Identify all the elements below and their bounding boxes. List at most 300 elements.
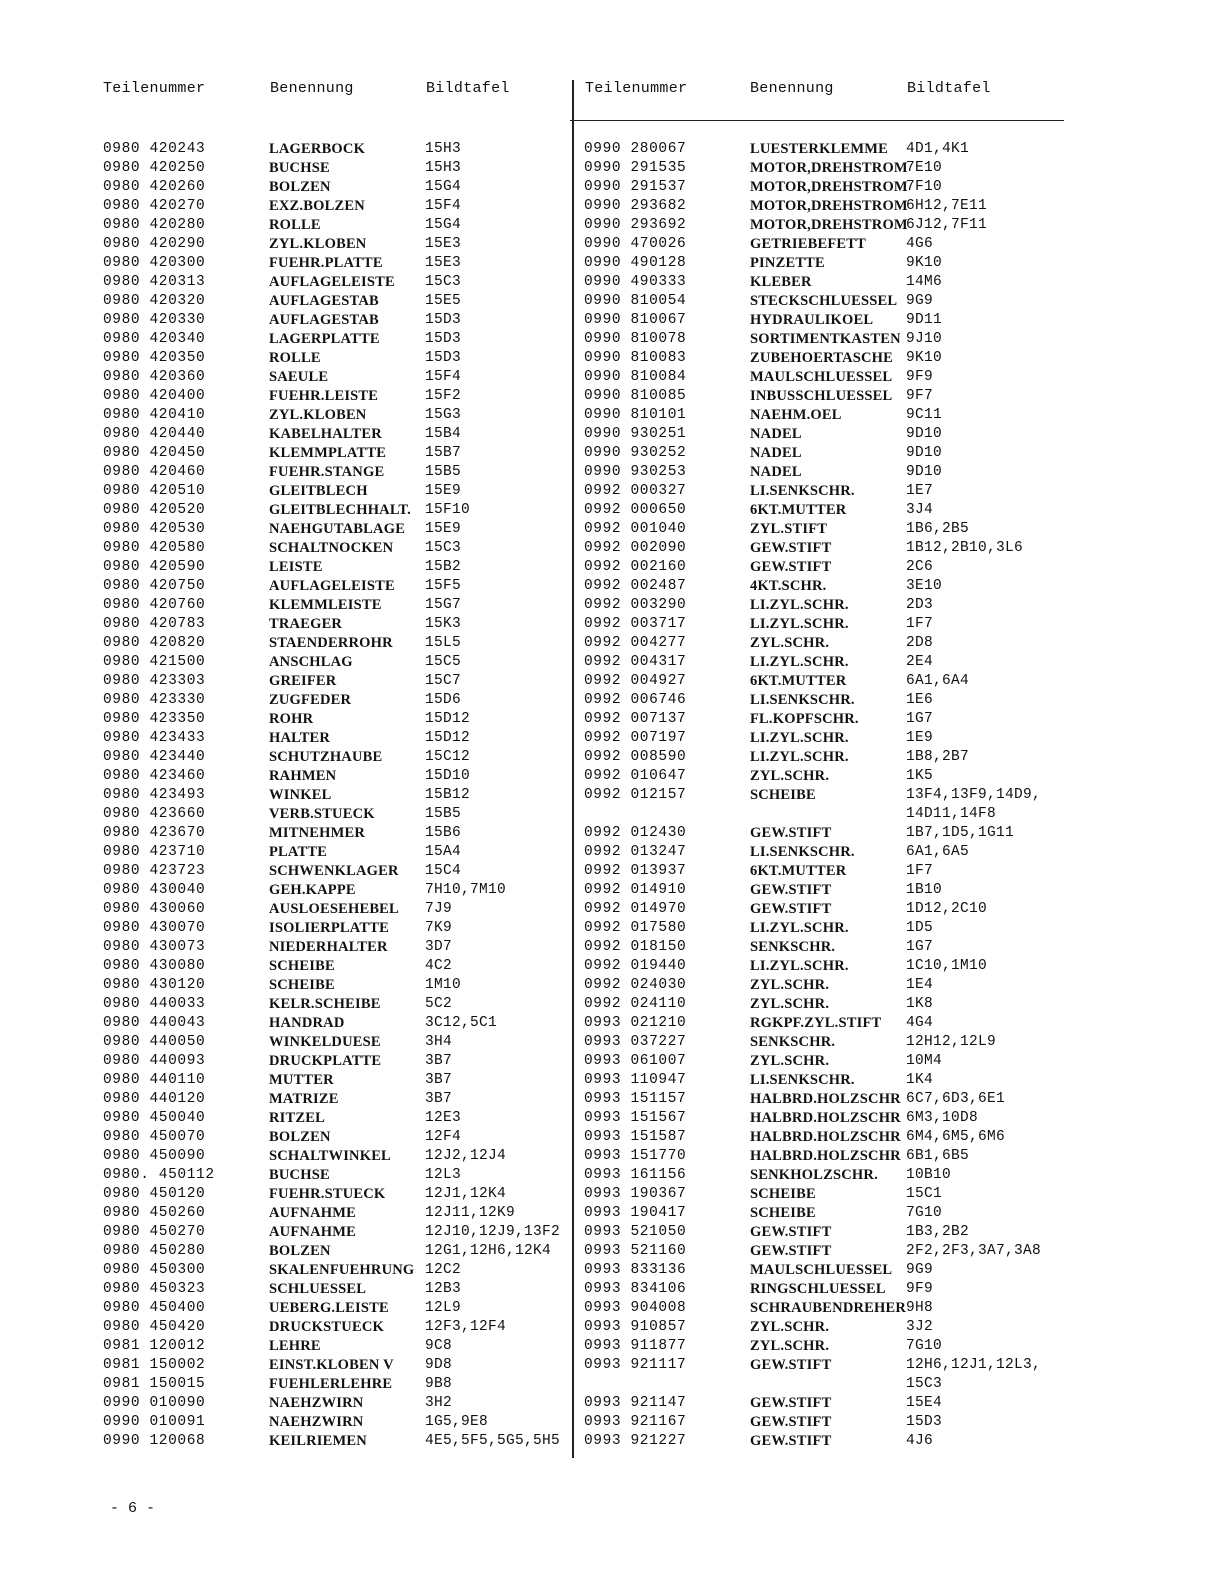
- part-name: MOTOR,DREHSTROM: [750, 198, 908, 214]
- part-name: NAEHGUTABLAGE: [269, 521, 406, 537]
- part-name: HALBRD.HOLZSCHR: [750, 1110, 901, 1126]
- part-number: 0980 420820: [103, 635, 206, 651]
- part-name: GEW.STIFT: [750, 559, 832, 575]
- part-number: 0980 423303: [103, 673, 206, 689]
- part-name: HALBRD.HOLZSCHR: [750, 1129, 901, 1145]
- part-name: GEW.STIFT: [750, 1414, 832, 1430]
- part-name: AUFNAHME: [269, 1205, 356, 1221]
- part-number: 0980 450420: [103, 1319, 206, 1335]
- figure-reference: 2D3: [906, 597, 934, 613]
- part-number: 0990 280067: [584, 141, 687, 157]
- part-number: 0993 921147: [584, 1395, 687, 1411]
- part-number: 0990 490128: [584, 255, 687, 271]
- figure-reference: 6C7,6D3,6E1: [906, 1091, 1006, 1107]
- part-name: PLATTE: [269, 844, 328, 860]
- figure-reference: 9D10: [906, 445, 943, 461]
- part-name: ZYL.KLOBEN: [269, 407, 367, 423]
- figure-reference: 15E3: [425, 236, 462, 252]
- part-name: NADEL: [750, 445, 802, 461]
- part-name: ANSCHLAG: [269, 654, 353, 670]
- part-name: LAGERBOCK: [269, 141, 366, 157]
- part-name: NAEHZWIRN: [269, 1395, 364, 1411]
- part-number: 0990 293692: [584, 217, 687, 233]
- figure-reference: 12B3: [425, 1281, 462, 1297]
- figure-reference: 15E9: [425, 483, 462, 499]
- part-number: 0981 120012: [103, 1338, 206, 1354]
- part-name: GEW.STIFT: [750, 540, 832, 556]
- part-name: KEILRIEMEN: [269, 1433, 367, 1449]
- part-name: MOTOR,DREHSTROM: [750, 160, 908, 176]
- part-name: SCHWENKLAGER: [269, 863, 399, 879]
- part-number: 0993 190417: [584, 1205, 687, 1221]
- figure-reference: 3D7: [425, 939, 453, 955]
- figure-reference: 15D10: [425, 768, 471, 784]
- part-name: MITNEHMER: [269, 825, 366, 841]
- part-number: 0980 420440: [103, 426, 206, 442]
- part-name: ZYL.KLOBEN: [269, 236, 367, 252]
- figure-reference: 1B12,2B10,3L6: [906, 540, 1024, 556]
- part-number: 0980 420350: [103, 350, 206, 366]
- part-number: 0980 423660: [103, 806, 206, 822]
- part-number: 0993 521160: [584, 1243, 687, 1259]
- figure-reference: 1B8,2B7: [906, 749, 970, 765]
- part-number: 0980 423710: [103, 844, 206, 860]
- part-number: 0992 014970: [584, 901, 687, 917]
- part-name: MAULSCHLUESSEL: [750, 1262, 893, 1278]
- figure-reference: 6A1,6A5: [906, 844, 970, 860]
- part-name: MAULSCHLUESSEL: [750, 369, 893, 385]
- part-number: 0980 430040: [103, 882, 206, 898]
- part-name: KABELHALTER: [269, 426, 382, 442]
- part-name: FUEHR.STANGE: [269, 464, 385, 480]
- figure-reference: 9C11: [906, 407, 943, 423]
- part-name: HALBRD.HOLZSCHR: [750, 1091, 901, 1107]
- part-number: 0992 004277: [584, 635, 687, 651]
- part-number: 0990 293682: [584, 198, 687, 214]
- figure-reference: 1B3,2B2: [906, 1224, 970, 1240]
- part-number: 0980 440050: [103, 1034, 206, 1050]
- figure-reference: 12J11,12K9: [425, 1205, 516, 1221]
- part-name: SENKSCHR.: [750, 1034, 836, 1050]
- figure-reference: 6M4,6M5,6M6: [906, 1129, 1006, 1145]
- part-name: MOTOR,DREHSTROM: [750, 179, 908, 195]
- part-number: 0993 151567: [584, 1110, 687, 1126]
- figure-reference: 6M3,10D8: [906, 1110, 979, 1126]
- part-number: 0993 911877: [584, 1338, 687, 1354]
- part-name: HYDRAULIKOEL: [750, 312, 874, 328]
- part-number: 0992 002090: [584, 540, 687, 556]
- part-name: NADEL: [750, 464, 802, 480]
- part-name: EXZ.BOLZEN: [269, 198, 365, 214]
- header-rule: [570, 120, 1064, 121]
- part-number: 0980 440093: [103, 1053, 206, 1069]
- figure-reference: 1K8: [906, 996, 934, 1012]
- part-name: FL.KOPFSCHR.: [750, 711, 859, 727]
- part-name: ZYL.SCHR.: [750, 768, 830, 784]
- part-number: 0990 810067: [584, 312, 687, 328]
- figure-reference: 15C7: [425, 673, 462, 689]
- part-name: LI.ZYL.SCHR.: [750, 597, 849, 613]
- part-name: SCHEIBE: [269, 977, 335, 993]
- figure-reference: 1B10: [906, 882, 943, 898]
- page-number: - 6 -: [110, 1500, 156, 1517]
- part-number: 0980 420330: [103, 312, 206, 328]
- part-number: 0980. 450112: [103, 1167, 215, 1183]
- header-ref-left: Bildtafel: [426, 80, 510, 97]
- part-name: ZUBEHOERTASCHE: [750, 350, 894, 366]
- part-name: VERB.STUECK: [269, 806, 375, 822]
- part-name: GEW.STIFT: [750, 1395, 832, 1411]
- part-number: 0980 440033: [103, 996, 206, 1012]
- part-name: LI.SENKSCHR.: [750, 483, 855, 499]
- part-name: SENKHOLZSCHR.: [750, 1167, 878, 1183]
- part-name: GEW.STIFT: [750, 1243, 832, 1259]
- figure-reference: 15G4: [425, 217, 462, 233]
- part-name: LI.SENKSCHR.: [750, 844, 855, 860]
- part-name: LI.SENKSCHR.: [750, 692, 855, 708]
- figure-reference: 15C3: [425, 274, 462, 290]
- part-number: 0993 521050: [584, 1224, 687, 1240]
- part-name: AUFLAGELEISTE: [269, 274, 395, 290]
- part-name: RINGSCHLUESSEL: [750, 1281, 886, 1297]
- figure-reference: 1G7: [906, 939, 934, 955]
- part-name: SCHEIBE: [269, 958, 335, 974]
- part-name: GEW.STIFT: [750, 1357, 832, 1373]
- part-number: 0990 291537: [584, 179, 687, 195]
- figure-reference: 9F7: [906, 388, 934, 404]
- figure-reference: 3H2: [425, 1395, 453, 1411]
- part-name: BOLZEN: [269, 1243, 331, 1259]
- figure-reference: 3H4: [425, 1034, 453, 1050]
- figure-reference: 15D6: [425, 692, 462, 708]
- figure-reference: 9H8: [906, 1300, 934, 1316]
- part-name: ZYL.SCHR.: [750, 1053, 830, 1069]
- part-name: GEW.STIFT: [750, 1433, 832, 1449]
- figure-reference: 15D12: [425, 730, 471, 746]
- part-number: 0992 007137: [584, 711, 687, 727]
- figure-reference: 7H10,7M10: [425, 882, 507, 898]
- figure-reference: 6J12,7F11: [906, 217, 988, 233]
- figure-reference: 1F7: [906, 863, 934, 879]
- part-name: KELR.SCHEIBE: [269, 996, 381, 1012]
- figure-reference: 10B10: [906, 1167, 952, 1183]
- part-name: SCHUTZHAUBE: [269, 749, 383, 765]
- part-name: FUEHLERLEHRE: [269, 1376, 393, 1392]
- part-number: 0980 430120: [103, 977, 206, 993]
- figure-reference: 1M10: [425, 977, 462, 993]
- figure-reference: 3C12,5C1: [425, 1015, 498, 1031]
- figure-reference: 4J6: [906, 1433, 934, 1449]
- part-number: 0992 013247: [584, 844, 687, 860]
- part-name: LEISTE: [269, 559, 323, 575]
- figure-reference: 12H6,12J1,12L3,: [906, 1357, 1042, 1373]
- part-number: 0980 423493: [103, 787, 206, 803]
- part-name: LI.ZYL.SCHR.: [750, 958, 849, 974]
- figure-reference: 15F10: [425, 502, 471, 518]
- figure-reference: 15F2: [425, 388, 462, 404]
- figure-reference: 3J4: [906, 502, 934, 518]
- figure-reference: 7K9: [425, 920, 453, 936]
- figure-reference: 15C5: [425, 654, 462, 670]
- part-number: 0980 420460: [103, 464, 206, 480]
- figure-reference: 15C1: [906, 1186, 943, 1202]
- part-name: RAHMEN: [269, 768, 337, 784]
- part-number: 0980 450323: [103, 1281, 206, 1297]
- figure-reference: 15E4: [906, 1395, 943, 1411]
- figure-reference: 7G10: [906, 1338, 943, 1354]
- part-name: GEW.STIFT: [750, 882, 832, 898]
- figure-reference: 15B2: [425, 559, 462, 575]
- part-number: 0990 120068: [103, 1433, 206, 1449]
- part-number: 0980 430070: [103, 920, 206, 936]
- part-number: 0993 834106: [584, 1281, 687, 1297]
- part-number: 0993 921227: [584, 1433, 687, 1449]
- part-name: 6KT.MUTTER: [750, 863, 847, 879]
- part-name: LAGERPLATTE: [269, 331, 380, 347]
- figure-reference: 12E3: [425, 1110, 462, 1126]
- part-number: 0980 421500: [103, 654, 206, 670]
- part-name: LUESTERKLEMME: [750, 141, 888, 157]
- figure-reference: 7J9: [425, 901, 453, 917]
- part-name: SCHEIBE: [750, 1186, 816, 1202]
- header-name-left: Benennung: [270, 80, 354, 97]
- part-name: FUEHR.LEISTE: [269, 388, 379, 404]
- figure-reference: 12J1,12K4: [425, 1186, 507, 1202]
- figure-reference: 2E4: [906, 654, 934, 670]
- part-name: FUEHR.STUECK: [269, 1186, 386, 1202]
- part-number: 0980 423350: [103, 711, 206, 727]
- figure-reference: 12L9: [425, 1300, 462, 1316]
- figure-reference: 14M6: [906, 274, 943, 290]
- figure-reference: 15D3: [425, 312, 462, 328]
- part-number: 0980 420260: [103, 179, 206, 195]
- part-number: 0990 930251: [584, 426, 687, 442]
- figure-reference: 1G7: [906, 711, 934, 727]
- part-number: 0992 018150: [584, 939, 687, 955]
- part-number: 0980 450120: [103, 1186, 206, 1202]
- part-name: DRUCKPLATTE: [269, 1053, 382, 1069]
- part-number: 0992 013937: [584, 863, 687, 879]
- part-name: 6KT.MUTTER: [750, 673, 847, 689]
- figure-reference: 3B7: [425, 1091, 453, 1107]
- part-name: LI.ZYL.SCHR.: [750, 730, 849, 746]
- part-name: STECKSCHLUESSEL: [750, 293, 898, 309]
- part-number: 0993 110947: [584, 1072, 687, 1088]
- part-number: 0980 420320: [103, 293, 206, 309]
- part-number: 0980 423460: [103, 768, 206, 784]
- part-number: 0992 024030: [584, 977, 687, 993]
- header-part-number-right: Teilenummer: [585, 80, 688, 97]
- figure-reference: 6A1,6A4: [906, 673, 970, 689]
- figure-reference: 1E9: [906, 730, 934, 746]
- part-name: GREIFER: [269, 673, 337, 689]
- figure-reference: 15H3: [425, 160, 462, 176]
- part-number: 0990 291535: [584, 160, 687, 176]
- part-number: 0980 420340: [103, 331, 206, 347]
- figure-reference: 15K3: [425, 616, 462, 632]
- part-name: UEBERG.LEISTE: [269, 1300, 389, 1316]
- part-number: 0992 003717: [584, 616, 687, 632]
- part-name: HALTER: [269, 730, 331, 746]
- part-name: EINST.KLOBEN V: [269, 1357, 394, 1373]
- figure-reference: 15C3: [425, 540, 462, 556]
- part-number: 0980 423440: [103, 749, 206, 765]
- part-number: 0992 000650: [584, 502, 687, 518]
- figure-reference: 15D12: [425, 711, 471, 727]
- part-number: 0992 014910: [584, 882, 687, 898]
- figure-reference: 4E5,5F5,5G5,5H5: [425, 1433, 561, 1449]
- part-name: SCHEIBE: [750, 787, 816, 803]
- figure-reference: 1F7: [906, 616, 934, 632]
- part-number: 0980 420280: [103, 217, 206, 233]
- figure-reference: 1K4: [906, 1072, 934, 1088]
- part-number: 0980 420783: [103, 616, 206, 632]
- part-name: ZYL.SCHR.: [750, 635, 830, 651]
- figure-reference: 9F9: [906, 369, 934, 385]
- part-name: MUTTER: [269, 1072, 334, 1088]
- part-number: 0993 151770: [584, 1148, 687, 1164]
- part-name: SCHALTNOCKEN: [269, 540, 394, 556]
- part-name: NAEHZWIRN: [269, 1414, 364, 1430]
- part-number: 0990 810054: [584, 293, 687, 309]
- part-number: 0980 450300: [103, 1262, 206, 1278]
- part-name: SORTIMENTKASTEN: [750, 331, 901, 347]
- figure-reference: 6H12,7E11: [906, 198, 988, 214]
- part-number: 0993 161156: [584, 1167, 687, 1183]
- figure-reference: 12J10,12J9,13F2: [425, 1224, 561, 1240]
- figure-reference: 13F4,13F9,14D9,: [906, 787, 1042, 803]
- part-number: 0980 420520: [103, 502, 206, 518]
- part-name: GETRIEBEFETT: [750, 236, 867, 252]
- figure-reference: 9D10: [906, 464, 943, 480]
- part-number: 0993 061007: [584, 1053, 687, 1069]
- part-name: SAEULE: [269, 369, 329, 385]
- figure-reference: 15C4: [425, 863, 462, 879]
- part-name: GEW.STIFT: [750, 825, 832, 841]
- figure-reference: 3J2: [906, 1319, 934, 1335]
- part-number: 0993 910857: [584, 1319, 687, 1335]
- part-number: 0980 420300: [103, 255, 206, 271]
- part-name: NIEDERHALTER: [269, 939, 388, 955]
- part-number: 0980 423330: [103, 692, 206, 708]
- part-name: KLEMMLEISTE: [269, 597, 382, 613]
- part-name: SCHLUESSEL: [269, 1281, 367, 1297]
- figure-reference: 15F5: [425, 578, 462, 594]
- figure-reference: 9G9: [906, 293, 934, 309]
- part-name: ZYL.SCHR.: [750, 996, 830, 1012]
- part-number: 0992 000327: [584, 483, 687, 499]
- header-name-right: Benennung: [750, 80, 834, 97]
- part-number: 0980 440043: [103, 1015, 206, 1031]
- figure-reference: 12J2,12J4: [425, 1148, 507, 1164]
- part-number: 0992 012157: [584, 787, 687, 803]
- part-number: 0980 430060: [103, 901, 206, 917]
- part-number: 0993 921167: [584, 1414, 687, 1430]
- part-number: 0980 420450: [103, 445, 206, 461]
- part-name: KLEBER: [750, 274, 812, 290]
- part-number: 0992 019440: [584, 958, 687, 974]
- figure-reference: 15F4: [425, 198, 462, 214]
- figure-reference: 3E10: [906, 578, 943, 594]
- figure-reference: 2C6: [906, 559, 934, 575]
- part-number: 0980 420250: [103, 160, 206, 176]
- figure-reference: 5C2: [425, 996, 453, 1012]
- part-number: 0990 810078: [584, 331, 687, 347]
- part-name: LI.ZYL.SCHR.: [750, 920, 849, 936]
- figure-reference: 4G4: [906, 1015, 934, 1031]
- figure-reference: 1E7: [906, 483, 934, 499]
- part-number: 0980 423723: [103, 863, 206, 879]
- part-number: 0980 420290: [103, 236, 206, 252]
- part-number: 0980 423670: [103, 825, 206, 841]
- part-name: AUFLAGESTAB: [269, 312, 379, 328]
- part-number: 0980 420530: [103, 521, 206, 537]
- part-name: RGKPF.ZYL.STIFT: [750, 1015, 882, 1031]
- figure-reference: 12G1,12H6,12K4: [425, 1243, 552, 1259]
- part-number: 0992 002160: [584, 559, 687, 575]
- figure-reference: 9G9: [906, 1262, 934, 1278]
- part-number: 0990 930252: [584, 445, 687, 461]
- part-number: 0993 190367: [584, 1186, 687, 1202]
- part-name: INBUSSCHLUESSEL: [750, 388, 893, 404]
- part-number: 0980 440110: [103, 1072, 206, 1088]
- part-number: 0990 490333: [584, 274, 687, 290]
- figure-reference: 9D10: [906, 426, 943, 442]
- part-name: LI.ZYL.SCHR.: [750, 616, 849, 632]
- figure-reference: 9D8: [425, 1357, 453, 1373]
- part-number: 0993 151587: [584, 1129, 687, 1145]
- figure-reference: 1D5: [906, 920, 934, 936]
- part-number: 0980 420590: [103, 559, 206, 575]
- part-number: 0990 810085: [584, 388, 687, 404]
- part-name: GEW.STIFT: [750, 901, 832, 917]
- part-number: 0980 430080: [103, 958, 206, 974]
- part-number: 0980 420580: [103, 540, 206, 556]
- figure-reference: 3B7: [425, 1072, 453, 1088]
- figure-reference: 15C12: [425, 749, 471, 765]
- part-name: ZYL.STIFT: [750, 521, 828, 537]
- figure-reference: 9C8: [425, 1338, 453, 1354]
- part-number: 0992 012430: [584, 825, 687, 841]
- part-number: 0980 420243: [103, 141, 206, 157]
- part-number: 0980 420410: [103, 407, 206, 423]
- part-number: 0980 440120: [103, 1091, 206, 1107]
- part-name: NADEL: [750, 426, 802, 442]
- part-name: WINKELDUESE: [269, 1034, 381, 1050]
- figure-reference: 9D11: [906, 312, 943, 328]
- figure-reference: 7G10: [906, 1205, 943, 1221]
- figure-reference: 15H3: [425, 141, 462, 157]
- part-number: 0981 150002: [103, 1357, 206, 1373]
- part-name: MATRIZE: [269, 1091, 339, 1107]
- part-number: 0990 810084: [584, 369, 687, 385]
- part-number: 0993 151157: [584, 1091, 687, 1107]
- part-number: 0980 420270: [103, 198, 206, 214]
- figure-reference: 15E3: [425, 255, 462, 271]
- part-name: AUFLAGELEISTE: [269, 578, 395, 594]
- figure-reference: 4D1,4K1: [906, 141, 970, 157]
- figure-reference: 15D3: [906, 1414, 943, 1430]
- figure-reference: 1C10,1M10: [906, 958, 988, 974]
- part-number: 0992 004317: [584, 654, 687, 670]
- figure-reference: 10M4: [906, 1053, 943, 1069]
- part-number: 0980 450090: [103, 1148, 206, 1164]
- figure-reference: 1G5,9E8: [425, 1414, 489, 1430]
- part-name: GEH.KAPPE: [269, 882, 356, 898]
- part-number: 0992 002487: [584, 578, 687, 594]
- figure-reference: 9B8: [425, 1376, 453, 1392]
- part-name: HALBRD.HOLZSCHR: [750, 1148, 901, 1164]
